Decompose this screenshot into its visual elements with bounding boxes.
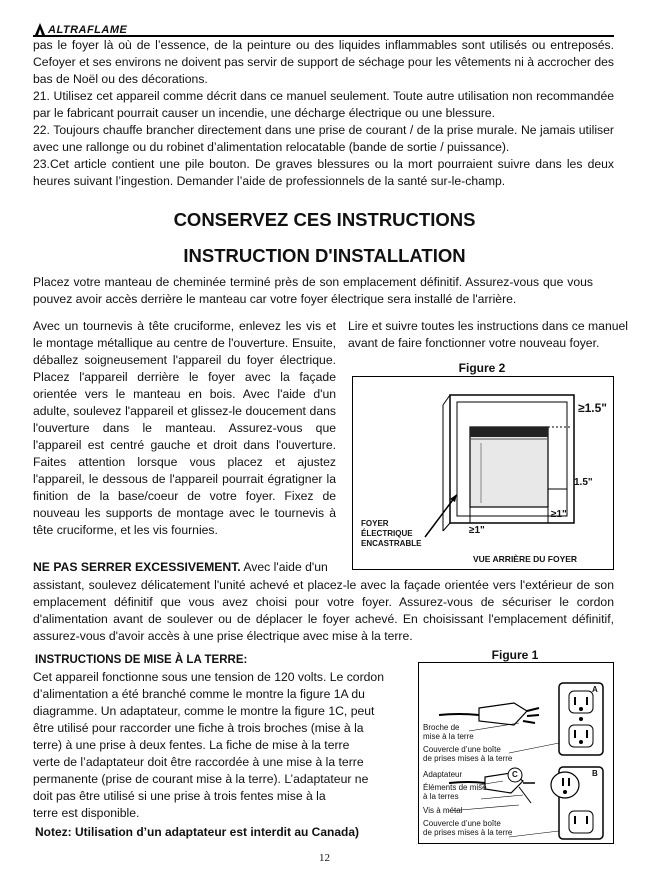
- figure2-diagram: [352, 376, 614, 570]
- text-line: pas le foyer là où de l’essence, de la peinture ou des liquides inflammables sont utilisés ou entreposés.: [33, 38, 614, 52]
- outlet-cover-label-a: [423, 745, 512, 763]
- adapter-label: Adaptateur: [423, 770, 463, 779]
- install-steps-paragraph: Avec un tournevis à tête cruciforme, enlevez les vis et le montage métallique au centre de l'ouverture. Ensuite, déballez soigneusement l'appareil du foyer électrique. Placez l'appareil derrière le foyer avec la façade orientée vers le manteau en bois. Avec l'aide d'un adulte, soulevez l'appareil et glissez-le doucement dans l'ouverture dans le manteau. Assurez-vous que l'appareil est centré gauche et droit dans l'ouverture. Faites attention lorsque vous placez et ajustez l'appareil, le dessous de l'appareil pourrait égratigner la finition de la base/coeur de votre foyer. Fixez de nouveau les supports de montage avec le tournevis à tête cruciforme, et les vis fournies.: [33, 319, 336, 537]
- insert-label-line: FOYER: [361, 519, 389, 528]
- grounding-note: Notez: Utilisation d’un adaptateur est interdit au Canada): [35, 825, 360, 839]
- text-line: Cefoyer et ses environs ne doivent pas servir de support de séchage pour les vêtements ni à accrocher des: [33, 55, 614, 69]
- text-line: d’alimentation a été branché comme le montre la figure 1A du: [33, 687, 365, 701]
- read-instructions-paragraph: Lire et suivre toutes les instructions dans ce manuel avant de faire fonctionner votre nouveau foyer.: [348, 319, 628, 350]
- text-line: verte de l’adaptateur doit être raccordée à une mise à la terre: [33, 755, 364, 769]
- text-line: terre est disponible.: [33, 806, 140, 820]
- text-line: être utilisé pour raccorder une fiche à trois broches (mise à la: [33, 721, 364, 735]
- dim-side-label: 1.5": [574, 477, 593, 488]
- text-line: par le fabricant pourrait causer un incendie, une décharge électrique ou une blessure.: [33, 106, 496, 120]
- text-line: avec une rallonge ou du robinet d’alimentation relocatable (bande de sortie / puissance).: [33, 140, 510, 154]
- figure1-label-b: B: [592, 769, 598, 778]
- outlet-cover-label-b: [423, 819, 512, 837]
- figure1-text: mise à la terre: [423, 732, 474, 741]
- flame-icon: [33, 22, 47, 36]
- text-line: terre) à une prise à deux fentes. La fiche de mise à la terre: [33, 738, 350, 752]
- figure1-label-c: C: [512, 770, 518, 779]
- heading-keep-instructions: CONSERVEZ CES INSTRUCTIONS: [173, 209, 476, 230]
- warning-lead: [33, 559, 328, 576]
- brand-logo: [33, 22, 127, 36]
- figure1-title: Figure 1: [491, 648, 539, 662]
- text-line: diagramme. Un adaptateur, comme le montre la figure 1C, peut: [33, 704, 375, 718]
- insert-label: [361, 519, 421, 549]
- text-line: doit pas être utilisé si une prise à trois fentes mise à la: [33, 789, 326, 803]
- figure2-caption: VUE ARRIÈRE DU FOYER: [473, 554, 578, 564]
- intro-paragraph: Placez votre manteau de cheminée terminé près de son emplacement définitif. Assurez-vous que vous pouvez avoir accès derrière le manteau car votre foyer électrique sera installé de l'arrière.: [33, 275, 593, 306]
- figure2-title: Figure 2: [458, 361, 506, 375]
- text-line: permanente (prise de courant mise à la terre). L’adaptateur ne: [33, 772, 369, 786]
- warning-lead-rest: Avec l'aide d'un: [240, 560, 328, 574]
- insert-label-line: ÉLECTRIQUE: [361, 529, 413, 538]
- figure1-text: de prises mises à la terre: [423, 828, 513, 837]
- text-line: 22. Toujours chauffe brancher directement dans une prise de courant / de la prise murale. Ne jamais utiliser: [33, 123, 614, 137]
- text-line: Cet appareil fonctionne sous une tension de 120 volts. Le cordon: [33, 670, 384, 684]
- text-line: assistant, soulevez délicatement l'unité achevé et placez-le avec la façade orientée vers l'extérieur de son: [33, 578, 614, 592]
- dim-bottom-left-label: ≥1": [469, 525, 485, 536]
- figure1-label-a: A: [592, 685, 598, 694]
- grounding-text: [33, 669, 384, 822]
- page-number: 12: [319, 852, 330, 864]
- text-line: heures suivant l’ingestion. Demander l’aide de professionnels de la santé sur-le-champ.: [33, 174, 506, 188]
- ground-pin-label: [423, 723, 474, 741]
- figure1-text: Éléments de mise: [423, 783, 487, 792]
- text-line: 21. Utilisez cet appareil comme décrit dans ce manuel seulement. Toute autre utilisation non recommandée: [33, 89, 614, 103]
- metal-screw-label: Vis à métal: [423, 806, 463, 815]
- warning-bold: NE PAS SERRER EXCESSIVEMENT.: [33, 560, 241, 574]
- brand-name: ALTRAFLAME: [48, 24, 128, 36]
- dim-bottom-right-label: ≥1": [551, 509, 567, 520]
- grounding-elements-label: [423, 783, 487, 801]
- text-line: emplacement définitif que vous avez choisi pour votre foyer. Assurez-vous de sécuriser le cordon: [33, 595, 614, 609]
- text-line: assurez-vous d'avoir accès à une prise électrique avec mise à la terre.: [33, 629, 413, 643]
- heading-install-instructions: INSTRUCTION D'INSTALLATION: [183, 245, 466, 266]
- text-line: d'alimentation avant de soulever ou de déplacer le foyer achevé. En choisissant l'emplacement définitif,: [33, 612, 614, 626]
- dim-top-label: ≥1.5": [578, 401, 607, 415]
- grounding-title: INSTRUCTIONS DE MISE À LA TERRE:: [35, 654, 248, 666]
- figure1-text: Couvercle d’une boîte: [423, 819, 501, 828]
- figure1-text: Couvercle d’une boîte: [423, 745, 501, 754]
- insert-label-line: ENCASTRABLE: [361, 539, 422, 548]
- text-line: bas de Noël ou des décorations.: [33, 72, 208, 86]
- text-line: 23.Cet article contient une pile bouton. De graves blessures ou la mort pourraient suivre dans les deux: [33, 157, 614, 171]
- figure1-text: à la terres: [423, 792, 459, 801]
- figure1-diagram: [418, 662, 614, 844]
- figure1-text: de prises mises à la terre: [423, 754, 513, 763]
- figure1-text: Broche de: [423, 723, 460, 732]
